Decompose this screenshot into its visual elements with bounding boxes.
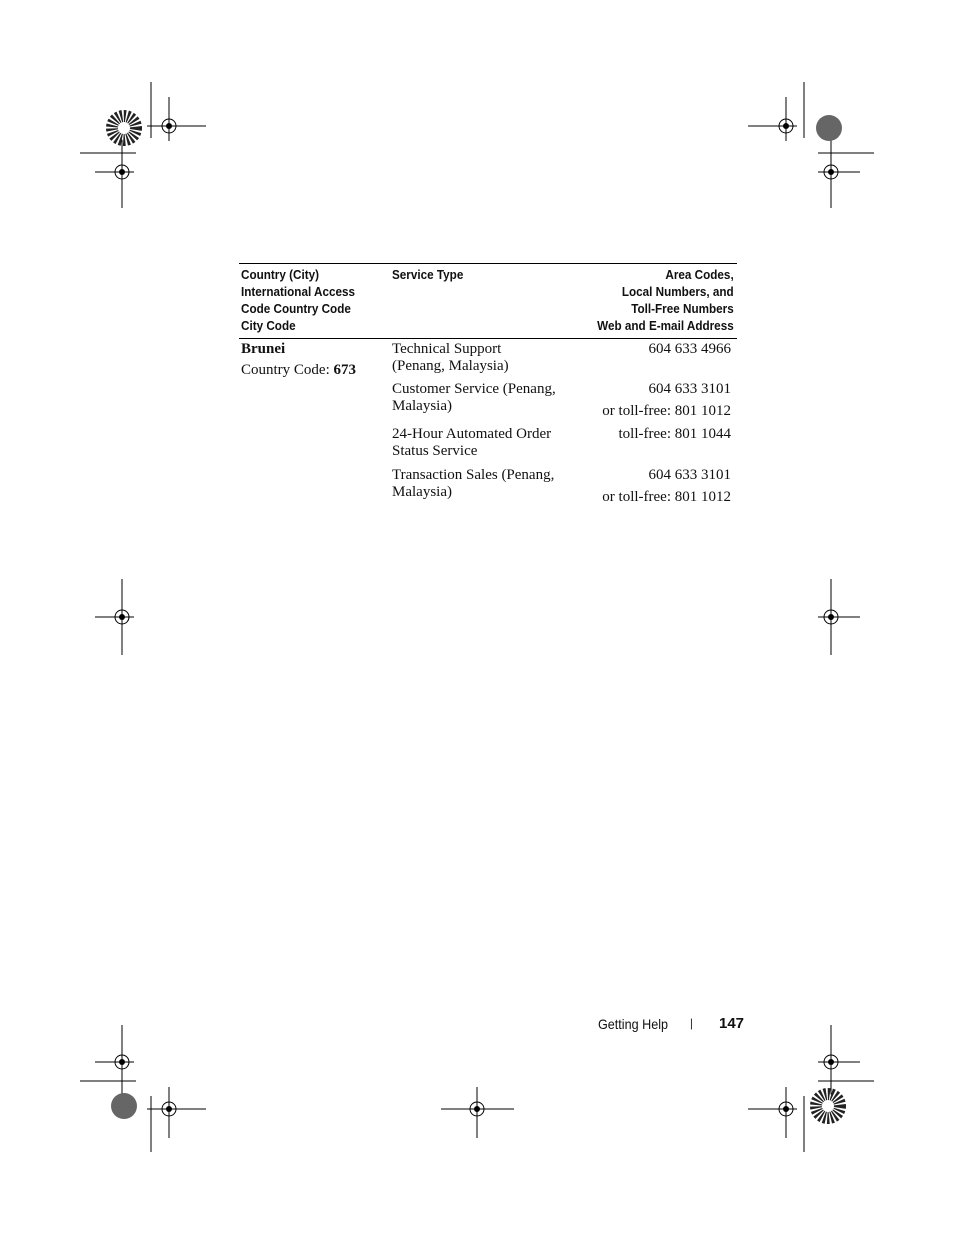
number-order-status: toll-free: 801 1044 (618, 426, 731, 442)
number-transaction-sales: 604 633 3101 (648, 467, 731, 483)
table-top-rule (239, 263, 737, 264)
number-customer-service: 604 633 3101 (648, 381, 731, 397)
service-transaction-sales: Transaction Sales (Penang, Malaysia) (392, 467, 555, 500)
country-code-value: 673 (333, 362, 356, 378)
header-service: Service Type (392, 267, 464, 282)
footer-separator: | (690, 1016, 693, 1030)
country-code (241, 362, 356, 379)
country-name: Brunei (241, 341, 286, 357)
tollfree-customer-service: or toll-free: 801 1012 (602, 403, 731, 419)
header-numbers: Area Codes, Local Numbers, and Toll-Free Numbers Web and E-mail Address (597, 267, 734, 333)
tollfree-transaction-sales: or toll-free: 801 1012 (602, 489, 731, 505)
header-country: Country (City) International Access Code Country Code City Code (241, 267, 356, 333)
service-order-status: 24-Hour Automated Order Status Service (392, 426, 552, 459)
footer-section-title: Getting Help (598, 1016, 669, 1032)
service-technical-support: Technical Support (Penang, Malaysia) (392, 341, 509, 374)
table-header-rule (239, 338, 737, 339)
page-number: 147 (719, 1015, 745, 1032)
service-customer-service: Customer Service (Penang, Malaysia) (392, 381, 556, 414)
country-code-label: Country Code: (241, 362, 334, 378)
number-technical-support: 604 633 4966 (648, 341, 731, 357)
